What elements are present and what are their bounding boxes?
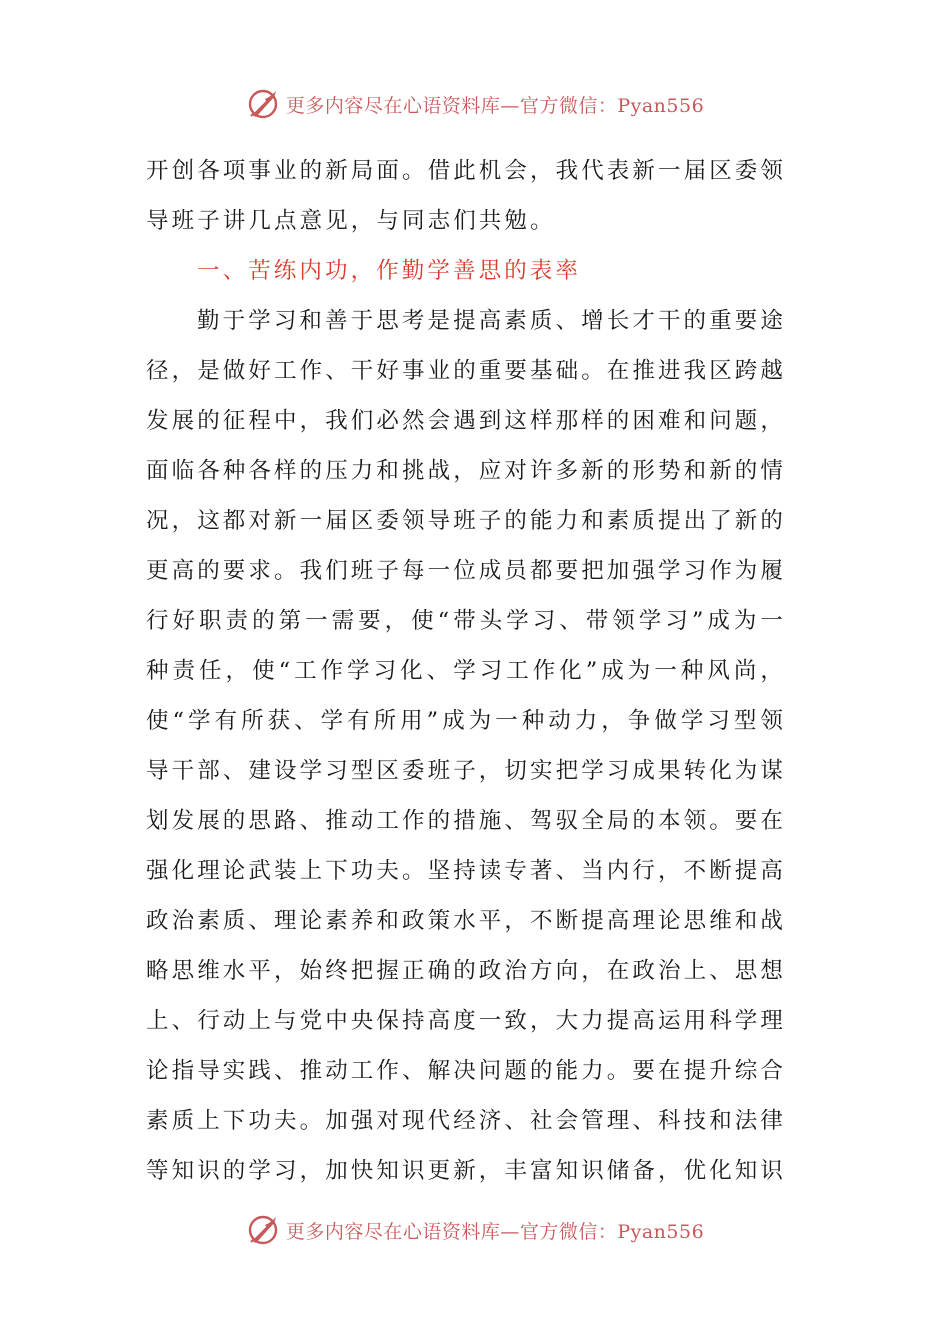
document-body — [146, 146, 786, 1196]
section-heading: 一、苦练内功，作勤学善思的表率 — [197, 258, 582, 284]
quill-pen-logo-icon — [246, 87, 280, 121]
intro-paragraph: 开创各项事业的新局面。借此机会，我代表新一届区委领导班子讲几点意见，与同志们共勉。 — [146, 158, 787, 234]
watermark-banner-bottom — [0, 1210, 950, 1250]
watermark-banner-top — [0, 84, 950, 124]
watermark-text: 更多内容尽在心语资料库—官方微信：Pyan556 — [285, 94, 705, 117]
body-paragraph: 勤于学习和善于思考是提高素质、增长才干的重要途径，是做好工作、干好事业的重要基础。在推进我区跨越发展的征程中，我们必然会遇到这样那样的困难和问题，面临各种各样的压力和挑战，应对许多新的形势和新的情况，这都对新一届区委领导班子的能力和素质提出了新的更高的要求。我们班子每一位成员都要把加强学习作为履行好职责的第一需要，使“带头学习、带领学习”成为一种责任，使“工作学习化、学习工作化”成为一种风尚，使“学有所获、学有所用”成为一种动力，争做学习型领导干部、建设学习型区委班子，切实把学习成果转化为谋划发展的思路、推动工作的措施、驾驭全局的本领。要在强化理论武装上下功夫。坚持读专著、当内行，不断提高政治素质、理论素养和政策水平，不断提高理论思维和战略思维水平，始终把握正确的政治方向，在政治上、思想上、行动上与党中央保持高度一致，大力提高运用科学理论指导实践、推动工作、解决问题的能力。要在提升综合素质上下功夫。加强对现代经济、社会管理、科技和法律等知识的学习，加快知识更新，丰富知识储备，优化知识 — [146, 308, 787, 1184]
quill-pen-logo-icon — [246, 1213, 280, 1247]
watermark-text: 更多内容尽在心语资料库—官方微信：Pyan556 — [285, 1220, 705, 1243]
